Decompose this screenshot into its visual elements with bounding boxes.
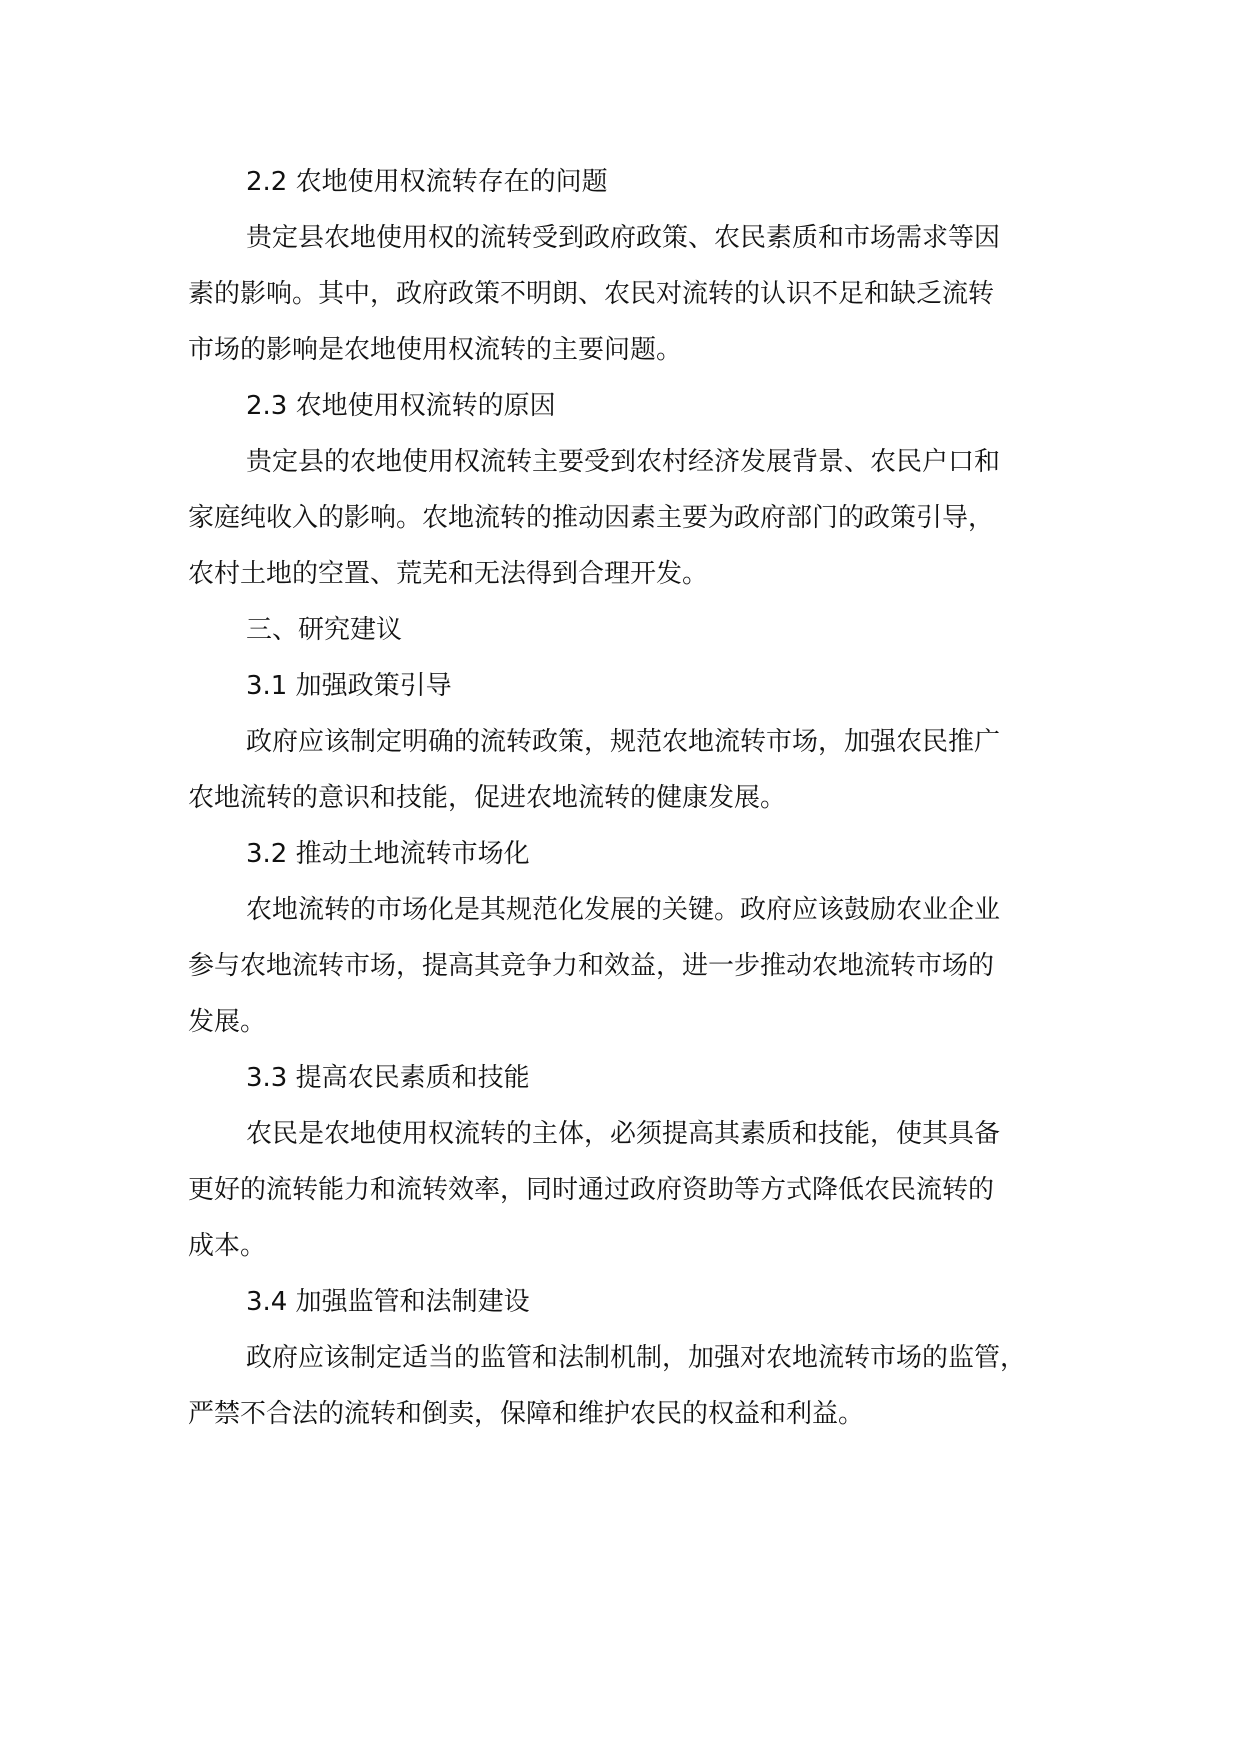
paragraph-line: 农村土地的空置、荒芜和无法得到合理开发。 bbox=[188, 559, 709, 589]
heading-text: 三、研究建议 bbox=[246, 615, 403, 645]
paragraph-line: 更好的流转能力和流转效率，同时通过政府资助等方式降低农民流转的 bbox=[188, 1175, 995, 1205]
heading-text: 3.3 提高农民素质和技能 bbox=[246, 1063, 530, 1093]
paragraph-line: 贵定县的农地使用权流转主要受到农村经济发展背景、农民户口和 bbox=[246, 447, 1001, 477]
paragraph-3-2 bbox=[188, 882, 1088, 1050]
section-heading-3-3 bbox=[188, 1050, 1088, 1106]
section-heading-3-1 bbox=[188, 658, 1088, 714]
section-heading-2-3 bbox=[188, 378, 1088, 434]
paragraph-line: 参与农地流转市场，提高其竞争力和效益，进一步推动农地流转市场的 bbox=[188, 951, 995, 981]
paragraph-line: 农民是农地使用权流转的主体，必须提高其素质和技能，使其具备 bbox=[246, 1119, 1001, 1149]
paragraph-3-4 bbox=[188, 1330, 1088, 1442]
section-heading-3-2 bbox=[188, 826, 1088, 882]
heading-text: 3.2 推动土地流转市场化 bbox=[246, 839, 530, 869]
paragraph-line: 家庭纯收入的影响。农地流转的推动因素主要为政府部门的政策引导， bbox=[188, 503, 995, 533]
document-body bbox=[188, 154, 1088, 1442]
paragraph-line: 素的影响。其中，政府政策不明朗、农民对流转的认识不足和缺乏流转 bbox=[188, 279, 995, 309]
paragraph-3-1 bbox=[188, 714, 1088, 826]
paragraph-line: 市场的影响是农地使用权流转的主要问题。 bbox=[188, 335, 683, 365]
paragraph-line: 农地流转的市场化是其规范化发展的关键。政府应该鼓励农业企业 bbox=[246, 895, 1001, 925]
paragraph-line: 政府应该制定明确的流转政策，规范农地流转市场，加强农民推广 bbox=[246, 727, 1001, 757]
section-heading-3-4 bbox=[188, 1274, 1088, 1330]
paragraph-line: 农地流转的意识和技能，促进农地流转的健康发展。 bbox=[188, 783, 787, 813]
paragraph-3-3 bbox=[188, 1106, 1088, 1274]
paragraph-line: 严禁不合法的流转和倒卖，保障和维护农民的权益和利益。 bbox=[188, 1399, 865, 1429]
paragraph-line: 成本。 bbox=[188, 1231, 267, 1261]
paragraph-2-3 bbox=[188, 434, 1088, 602]
heading-text: 3.1 加强政策引导 bbox=[246, 671, 452, 701]
paragraph-2-2 bbox=[188, 210, 1088, 378]
paragraph-line: 贵定县农地使用权的流转受到政府政策、农民素质和市场需求等因 bbox=[246, 223, 1001, 253]
heading-text: 2.3 农地使用权流转的原因 bbox=[246, 391, 556, 421]
paragraph-line: 发展。 bbox=[188, 1007, 267, 1037]
paragraph-line: 政府应该制定适当的监管和法制机制，加强对农地流转市场的监管， bbox=[246, 1343, 1027, 1373]
heading-text: 2.2 农地使用权流转存在的问题 bbox=[246, 167, 608, 197]
heading-text: 3.4 加强监管和法制建设 bbox=[246, 1287, 530, 1317]
section-heading-2-2 bbox=[188, 154, 1088, 210]
section-heading-3 bbox=[188, 602, 1088, 658]
